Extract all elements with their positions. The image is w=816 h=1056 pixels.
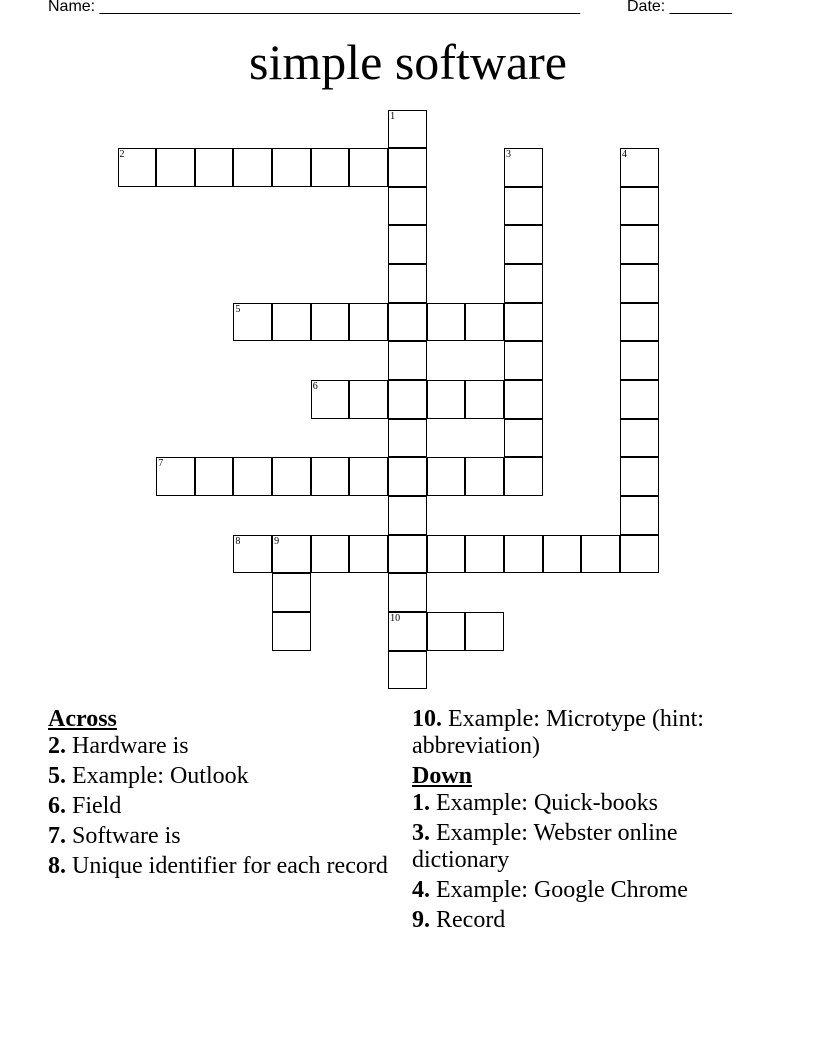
crossword-cell[interactable] xyxy=(272,535,311,574)
crossword-cell[interactable] xyxy=(504,341,543,380)
crossword-cell[interactable] xyxy=(504,535,543,574)
clues-column-left xyxy=(48,706,388,883)
crossword-cell[interactable] xyxy=(388,225,427,264)
clue-number: 3. xyxy=(412,820,430,846)
crossword-cell[interactable] xyxy=(349,457,388,496)
crossword-cell[interactable] xyxy=(620,535,659,574)
crossword-cell[interactable] xyxy=(388,148,427,187)
crossword-cell[interactable] xyxy=(388,341,427,380)
clue-across-6 xyxy=(48,793,388,820)
crossword-cell[interactable] xyxy=(504,457,543,496)
crossword-cell[interactable] xyxy=(195,148,234,187)
crossword-cell[interactable] xyxy=(311,457,350,496)
crossword-cell[interactable] xyxy=(311,303,350,342)
crossword-cell[interactable] xyxy=(349,380,388,419)
clue-text: Example: Microtype (hint: abbreviation) xyxy=(412,706,704,759)
clue-text: Unique identifier for each record xyxy=(72,853,388,879)
cell-number: 2 xyxy=(119,149,125,161)
crossword-cell[interactable] xyxy=(504,380,543,419)
crossword-cell[interactable] xyxy=(388,419,427,458)
crossword-cell[interactable] xyxy=(233,457,272,496)
crossword-cell[interactable] xyxy=(620,341,659,380)
crossword-cell[interactable] xyxy=(388,573,427,612)
clue-number: 9. xyxy=(412,907,430,933)
crossword-cell[interactable] xyxy=(388,496,427,535)
crossword-cell[interactable] xyxy=(388,535,427,574)
crossword-cell[interactable] xyxy=(233,303,272,342)
crossword-cell[interactable] xyxy=(388,187,427,226)
clue-text: Example: Outlook xyxy=(72,763,249,789)
clue-number: 10. xyxy=(412,706,442,732)
crossword-cell[interactable] xyxy=(311,535,350,574)
clue-across-5 xyxy=(48,763,388,790)
crossword-cell[interactable] xyxy=(427,303,466,342)
down-heading: Down xyxy=(412,763,473,789)
crossword-cell[interactable] xyxy=(388,380,427,419)
across-heading: Across xyxy=(48,706,117,732)
crossword-cell[interactable] xyxy=(427,612,466,651)
crossword-cell[interactable] xyxy=(156,457,195,496)
crossword-cell[interactable] xyxy=(233,535,272,574)
date-field-label: Date: _______ xyxy=(627,0,732,15)
crossword-cell[interactable] xyxy=(504,225,543,264)
crossword-cell[interactable] xyxy=(504,419,543,458)
clue-text: Example: Google Chrome xyxy=(436,877,688,903)
crossword-cell[interactable] xyxy=(620,457,659,496)
crossword-cell[interactable] xyxy=(388,457,427,496)
crossword-cell[interactable] xyxy=(620,303,659,342)
crossword-cell[interactable] xyxy=(504,303,543,342)
clue-number: 5. xyxy=(48,763,66,789)
clue-across-2 xyxy=(48,733,388,760)
crossword-cell[interactable] xyxy=(349,303,388,342)
clues-column-right xyxy=(412,706,757,937)
crossword-cell[interactable] xyxy=(543,535,582,574)
clue-text: Example: Quick-books xyxy=(436,790,658,816)
crossword-cell[interactable] xyxy=(620,187,659,226)
clue-across-10 xyxy=(412,706,757,760)
crossword-cell[interactable] xyxy=(504,187,543,226)
crossword-cell[interactable] xyxy=(427,380,466,419)
cell-number: 7 xyxy=(158,458,164,470)
crossword-cell[interactable] xyxy=(233,148,272,187)
clue-down-3 xyxy=(412,820,757,874)
crossword-cell[interactable] xyxy=(388,651,427,690)
crossword-cell[interactable] xyxy=(118,148,157,187)
crossword-cell[interactable] xyxy=(388,110,427,149)
crossword-cell[interactable] xyxy=(427,457,466,496)
crossword-cell[interactable] xyxy=(195,457,234,496)
clue-number: 4. xyxy=(412,877,430,903)
clue-text: Software is xyxy=(72,823,181,849)
clue-text: Example: Webster online dictionary xyxy=(412,820,678,873)
cell-number: 8 xyxy=(235,535,241,547)
cell-number: 6 xyxy=(312,381,318,393)
clue-number: 7. xyxy=(48,823,66,849)
crossword-cell[interactable] xyxy=(465,380,504,419)
clue-text: Hardware is xyxy=(72,733,189,759)
cell-number: 10 xyxy=(390,613,401,624)
crossword-cell[interactable] xyxy=(504,264,543,303)
cell-number: 4 xyxy=(622,149,627,161)
clue-down-1 xyxy=(412,790,757,817)
crossword-cell[interactable] xyxy=(156,148,195,187)
name-field-label: Name: ______________________________________________________ xyxy=(48,0,581,15)
crossword-cell[interactable] xyxy=(311,148,350,187)
clue-across-7 xyxy=(48,823,388,850)
clue-number: 2. xyxy=(48,733,66,759)
crossword-cell[interactable] xyxy=(388,612,427,651)
crossword-cell[interactable] xyxy=(620,380,659,419)
crossword-cell[interactable] xyxy=(465,457,504,496)
clue-down-4 xyxy=(412,877,757,904)
crossword-cell[interactable] xyxy=(620,264,659,303)
crossword-cell[interactable] xyxy=(272,303,311,342)
clue-text: Record xyxy=(436,907,506,933)
cell-number: 1 xyxy=(390,110,396,122)
crossword-cell[interactable] xyxy=(465,612,504,651)
crossword-cell[interactable] xyxy=(465,535,504,574)
page-title: simple software xyxy=(249,34,567,90)
crossword-cell[interactable] xyxy=(465,303,504,342)
cell-number: 5 xyxy=(235,303,241,315)
crossword-cell[interactable] xyxy=(272,612,311,651)
crossword-cell[interactable] xyxy=(427,535,466,574)
crossword-cell[interactable] xyxy=(272,573,311,612)
crossword-cell[interactable] xyxy=(620,225,659,264)
crossword-cell[interactable] xyxy=(272,457,311,496)
cell-number: 3 xyxy=(506,149,511,161)
clue-number: 6. xyxy=(48,793,66,819)
crossword-cell[interactable] xyxy=(620,148,659,187)
crossword-cell[interactable] xyxy=(349,148,388,187)
clue-across-8 xyxy=(48,853,388,880)
crossword-cell[interactable] xyxy=(388,303,427,342)
crossword-cell[interactable] xyxy=(504,148,543,187)
crossword-cell[interactable] xyxy=(581,535,620,574)
crossword-cell[interactable] xyxy=(388,264,427,303)
clue-down-9 xyxy=(412,907,757,934)
crossword-cell[interactable] xyxy=(349,535,388,574)
cell-number: 9 xyxy=(274,535,280,547)
crossword-cell[interactable] xyxy=(272,148,311,187)
clue-number: 1. xyxy=(412,790,430,816)
clue-number: 8. xyxy=(48,853,66,879)
clue-text: Field xyxy=(72,793,122,819)
crossword-cell[interactable] xyxy=(311,380,350,419)
crossword-cell[interactable] xyxy=(620,419,659,458)
crossword-cell[interactable] xyxy=(620,496,659,535)
